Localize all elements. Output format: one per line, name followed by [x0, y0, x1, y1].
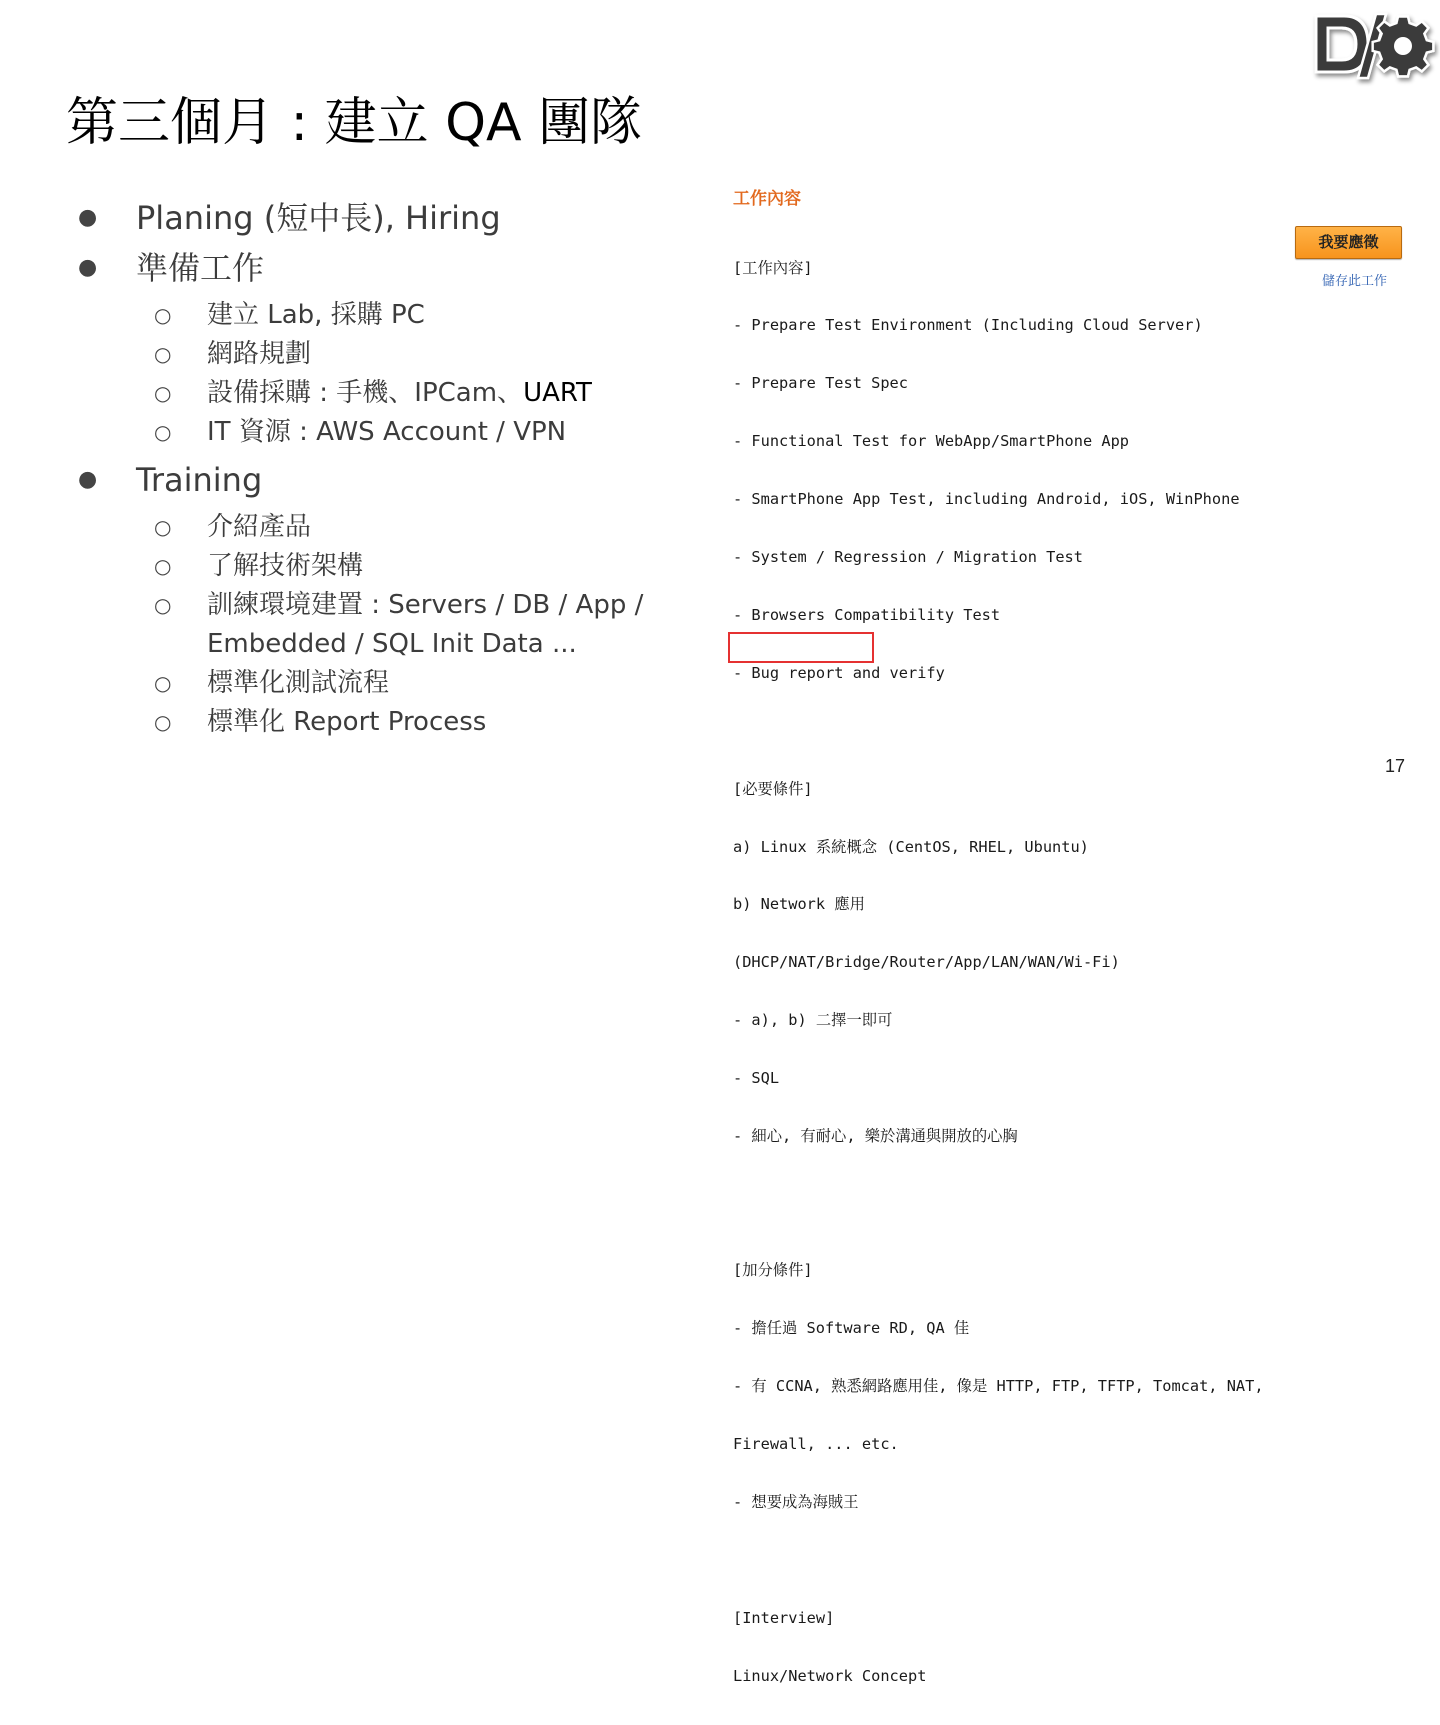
sub-bullet-text: 標準化測試流程 — [207, 668, 390, 698]
sub-bullet-report-process — [78, 703, 678, 742]
spacer — [733, 722, 1293, 741]
sub-bullet-test-process — [78, 664, 678, 703]
job-description — [733, 220, 1293, 1725]
sub-bullet-text: 建立 Lab, 採購 PC — [207, 300, 425, 330]
job-heading: 工作內容 — [733, 189, 801, 209]
job-line-pirate-king: - 想要成為海賊王 — [733, 1493, 859, 1511]
bullet-text: Planing (短中長), Hiring — [136, 199, 501, 237]
sub-bullet-marker: ○ — [154, 420, 172, 444]
sub-bullet-marker: ○ — [154, 381, 172, 405]
job-line: - Prepare Test Spec — [733, 374, 908, 393]
bullet-list — [78, 196, 678, 742]
sub-bullet-text: 標準化 Report Process — [207, 707, 487, 737]
job-line: [工作內容] — [733, 258, 813, 277]
apply-button[interactable]: 我要應徵 — [1295, 226, 1402, 259]
job-line: b) Network 應用 — [733, 895, 865, 914]
job-line: Firewall, ... etc. — [733, 1435, 899, 1454]
job-line: - 有 CCNA, 熟悉網路應用佳, 像是 HTTP, FTP, TFTP, Tomcat, NAT, — [733, 1377, 1264, 1396]
sub-bullet-text: 訓練環境建置 : Servers / DB / App / Embedded / SQL Init Data ... — [207, 590, 644, 659]
job-line: [必要條件] — [733, 779, 813, 798]
sub-bullet-environment — [78, 586, 647, 664]
sub-bullet-marker: ○ — [154, 515, 172, 539]
sub-bullet-text-uart: UART — [523, 378, 592, 408]
sub-bullet-marker: ○ — [154, 710, 172, 734]
job-line: - a), b) 二擇一即可 — [733, 1011, 893, 1030]
slide-title: 第三個月 : 建立 QA 團隊 — [66, 93, 643, 153]
bullet-preparation — [78, 246, 678, 296]
sub-bullet-text: 設備採購 : 手機、IPCam、 — [207, 378, 524, 408]
job-line: - SmartPhone App Test, including Android, iOS, WinPhone — [733, 490, 1240, 509]
sub-bullet-text: 介紹產品 — [207, 512, 312, 542]
job-line: [Interview] — [733, 1608, 835, 1627]
job-line: Linux/Network Concept — [733, 1666, 927, 1685]
job-line: (DHCP/NAT/Bridge/Router/App/LAN/WAN/Wi-Fi) — [733, 953, 1120, 972]
bullet-planning — [78, 196, 678, 246]
bullet-text: Training — [136, 461, 263, 499]
sub-bullet-marker: ○ — [154, 593, 172, 617]
job-line: - Browsers Compatibility Test — [733, 605, 1001, 624]
devops-logo — [1306, 2, 1436, 92]
job-line: - System / Regression / Migration Test — [733, 548, 1083, 567]
page-number: 17 — [1385, 756, 1406, 776]
job-line: - SQL — [733, 1069, 780, 1088]
gear-icon — [1373, 16, 1434, 76]
sub-bullet-marker: ○ — [154, 554, 172, 578]
sub-bullet-devices — [78, 374, 678, 413]
sub-bullet-architecture — [78, 547, 678, 586]
save-job-link[interactable]: 儲存此工作 — [1322, 274, 1388, 289]
sub-bullet-marker: ○ — [154, 671, 172, 695]
bullet-training — [78, 458, 678, 508]
sub-bullet-lab — [78, 296, 678, 335]
sub-bullet-network — [78, 335, 678, 374]
bullet-marker: ● — [78, 467, 98, 492]
sub-bullet-marker: ○ — [154, 342, 172, 366]
job-line: - 擔任過 Software RD, QA 佳 — [733, 1319, 970, 1338]
job-line: [加分條件] — [733, 1261, 813, 1280]
job-line: a) Linux 系統概念 (CentOS, RHEL, Ubuntu) — [733, 837, 1089, 856]
bullet-marker: ● — [78, 205, 98, 230]
job-line: - Bug report and verify — [733, 663, 945, 682]
spacer — [733, 1185, 1293, 1223]
job-line: - Functional Test for WebApp/SmartPhone App — [733, 432, 1130, 451]
job-line: - 細心, 有耐心, 樂於溝通與開放的心胸 — [733, 1126, 1018, 1145]
sub-bullet-it-resources — [78, 413, 678, 452]
sub-bullet-product — [78, 508, 678, 547]
highlight-box — [728, 632, 874, 663]
bullet-marker: ● — [78, 255, 98, 280]
sub-bullet-text: 了解技術架構 — [207, 551, 364, 581]
job-line: - Prepare Test Environment (Including Cloud Server) — [733, 316, 1203, 335]
sub-bullet-marker: ○ — [154, 303, 172, 327]
spacer — [733, 1551, 1293, 1570]
bullet-text: 準備工作 — [136, 249, 265, 287]
sub-bullet-text: 網路規劃 — [207, 339, 312, 369]
sub-bullet-text: IT 資源 : AWS Account / VPN — [207, 417, 567, 447]
